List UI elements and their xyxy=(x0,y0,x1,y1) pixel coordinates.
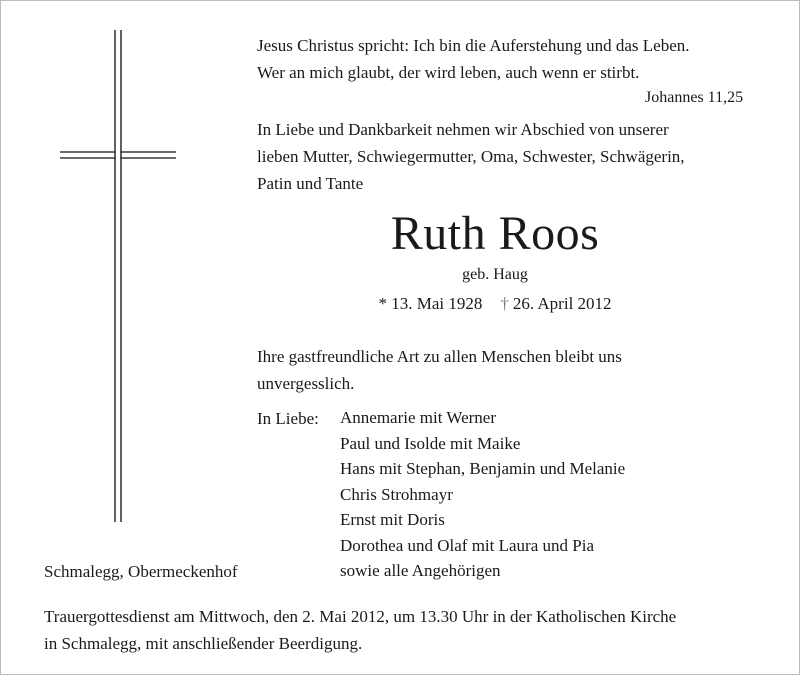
intro-line-2: lieben Mutter, Schwiegermutter, Oma, Schwester, Schwägerin, xyxy=(257,147,685,166)
mourner-name: Chris Strohmayr xyxy=(340,484,453,504)
cross-icon xyxy=(60,30,176,522)
service-line-2: in Schmalegg, mit anschließender Beerdigung. xyxy=(44,634,363,653)
tribute-line-1: Ihre gastfreundliche Art zu allen Menschen bleibt uns xyxy=(257,347,622,366)
dagger-icon: † xyxy=(500,294,509,313)
mourners-list xyxy=(340,405,625,584)
death-date: 26. April 2012 xyxy=(512,294,612,313)
tribute-line-2: unvergesslich. xyxy=(257,374,355,393)
birth-date: * 13. Mai 1928 xyxy=(378,294,483,313)
mourner-name: Ernst mit Doris xyxy=(340,510,445,529)
deceased-name: Ruth Roos xyxy=(390,207,600,260)
service-line-1: Trauergottesdienst am Mittwoch, den 2. Mai 2012, um 13.30 Uhr in der Katholischen Kirche xyxy=(44,607,677,626)
verse-line-2: Wer an mich glaubt, der wird leben, auch wenn er stirbt. xyxy=(257,63,640,82)
intro-line-1: In Liebe und Dankbarkeit nehmen wir Abschied von unserer xyxy=(257,120,669,139)
mourner-name: Hans mit Stephan, Benjamin und Melanie xyxy=(340,459,626,478)
verse-line-1: Jesus Christus spricht: Ich bin die Auferstehung und das Leben. xyxy=(257,36,690,55)
mourner-name: sowie alle Angehörigen xyxy=(340,561,501,580)
mourner-name: Paul und Isolde mit Maike xyxy=(340,433,521,453)
location: Schmalegg, Obermeckenhof xyxy=(44,562,238,581)
mourner-name: Dorothea und Olaf mit Laura und Pia xyxy=(340,535,594,555)
mourner-name: Annemarie mit Werner xyxy=(340,408,496,427)
verse-reference: Johannes 11,25 xyxy=(645,89,744,106)
mourners-label: In Liebe: xyxy=(257,409,319,428)
life-dates xyxy=(255,291,735,317)
maiden-name: geb. Haug xyxy=(462,266,528,283)
intro-line-3: Patin und Tante xyxy=(257,174,364,193)
